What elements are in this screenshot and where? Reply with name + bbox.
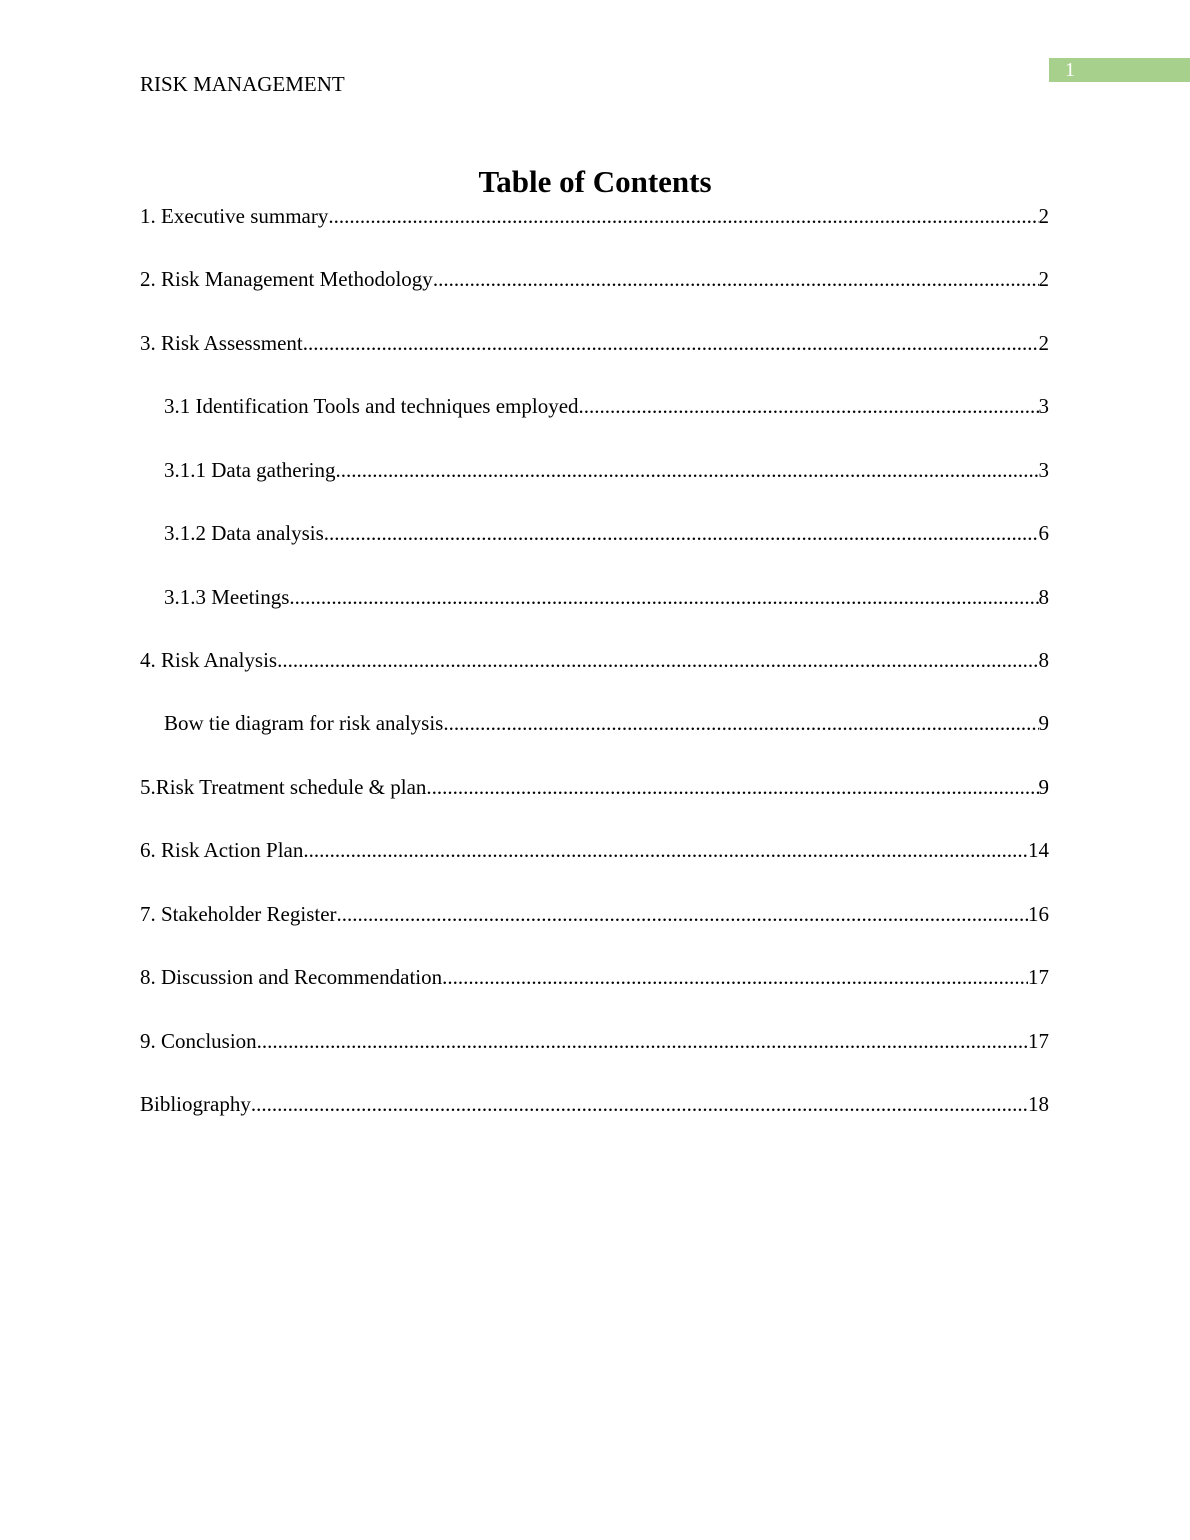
toc-entry-page: 17 (1028, 965, 1049, 989)
toc-entry-risk-management-methodology[interactable] (140, 265, 1049, 293)
toc-entry-label: 3.1.3 Meetings (164, 585, 290, 609)
toc-entry-page: 2 (1038, 267, 1049, 291)
toc-entry-page: 3 (1038, 394, 1049, 418)
toc-entry-page: 18 (1028, 1092, 1049, 1116)
toc-entry-label: 3.1 Identification Tools and techniques employed (164, 394, 579, 418)
toc-entry-page: 14 (1028, 838, 1049, 862)
toc-entry-data-gathering[interactable] (164, 456, 1049, 484)
toc-entry-discussion[interactable] (140, 963, 1049, 991)
dot-leader (443, 709, 1038, 737)
toc-entry-label: 6. Risk Action Plan (140, 838, 304, 862)
toc-entry-label: 5.Risk Treatment schedule & plan (140, 775, 427, 799)
toc-entry-page: 8 (1038, 585, 1049, 609)
dot-leader (303, 329, 1039, 357)
toc-entry-label: Bow tie diagram for risk analysis (164, 711, 444, 735)
toc-entry-label: 8. Discussion and Recommendation (140, 965, 443, 989)
toc-entry-page: 16 (1028, 902, 1049, 926)
toc-entry-risk-action-plan[interactable] (140, 836, 1049, 864)
dot-leader (324, 519, 1039, 547)
toc-entry-meetings[interactable] (164, 583, 1049, 611)
toc-entry-risk-treatment[interactable] (140, 773, 1049, 801)
toc-entry-bibliography[interactable] (140, 1090, 1049, 1118)
toc-entry-conclusion[interactable] (140, 1027, 1049, 1055)
toc-entry-label: 4. Risk Analysis (140, 648, 278, 672)
dot-leader (426, 773, 1038, 801)
dot-leader (335, 456, 1038, 484)
toc-entry-label: 2. Risk Management Methodology (140, 267, 433, 291)
toc-entry-page: 9 (1038, 711, 1049, 735)
dot-leader (277, 646, 1038, 674)
dot-leader (433, 265, 1039, 293)
toc-entry-identification-tools[interactable] (164, 392, 1049, 420)
toc-entry-risk-assessment[interactable] (140, 329, 1049, 357)
dot-leader (442, 963, 1028, 991)
toc-entry-label: 9. Conclusion (140, 1029, 257, 1053)
toc-entry-label: 1. Executive summary (140, 204, 329, 228)
dot-leader (337, 900, 1028, 928)
toc-entry-page: 17 (1028, 1029, 1049, 1053)
toc-entry-page: 2 (1038, 331, 1049, 355)
toc-entry-data-analysis[interactable] (164, 519, 1049, 547)
toc-entry-label: 3.1.1 Data gathering (164, 458, 336, 482)
toc-entry-page: 3 (1038, 458, 1049, 482)
dot-leader (303, 836, 1028, 864)
toc-entry-stakeholder-register[interactable] (140, 900, 1049, 928)
toc-entry-page: 2 (1038, 204, 1049, 228)
toc-entry-label: 3.1.2 Data analysis (164, 521, 324, 545)
toc-entry-bow-tie-diagram[interactable] (164, 709, 1049, 737)
toc-entry-label: 7. Stakeholder Register (140, 902, 337, 926)
toc-entry-page: 9 (1038, 775, 1049, 799)
toc-entry-executive-summary[interactable] (140, 202, 1049, 230)
toc-title: Table of Contents (478, 164, 712, 199)
toc-entry-page: 8 (1038, 648, 1049, 672)
toc-entry-label: 3. Risk Assessment (140, 331, 303, 355)
toc-entry-page: 6 (1038, 521, 1049, 545)
page-number-badge (1049, 58, 1190, 82)
page-number: 1 (1065, 59, 1075, 81)
toc-entry-label: Bibliography (140, 1092, 251, 1116)
dot-leader (328, 202, 1038, 230)
dot-leader (257, 1027, 1028, 1055)
dot-leader (289, 583, 1038, 611)
dot-leader (579, 392, 1039, 420)
dot-leader (251, 1090, 1028, 1118)
running-head: RISK MANAGEMENT (140, 72, 345, 96)
toc-entry-risk-analysis[interactable] (140, 646, 1049, 674)
